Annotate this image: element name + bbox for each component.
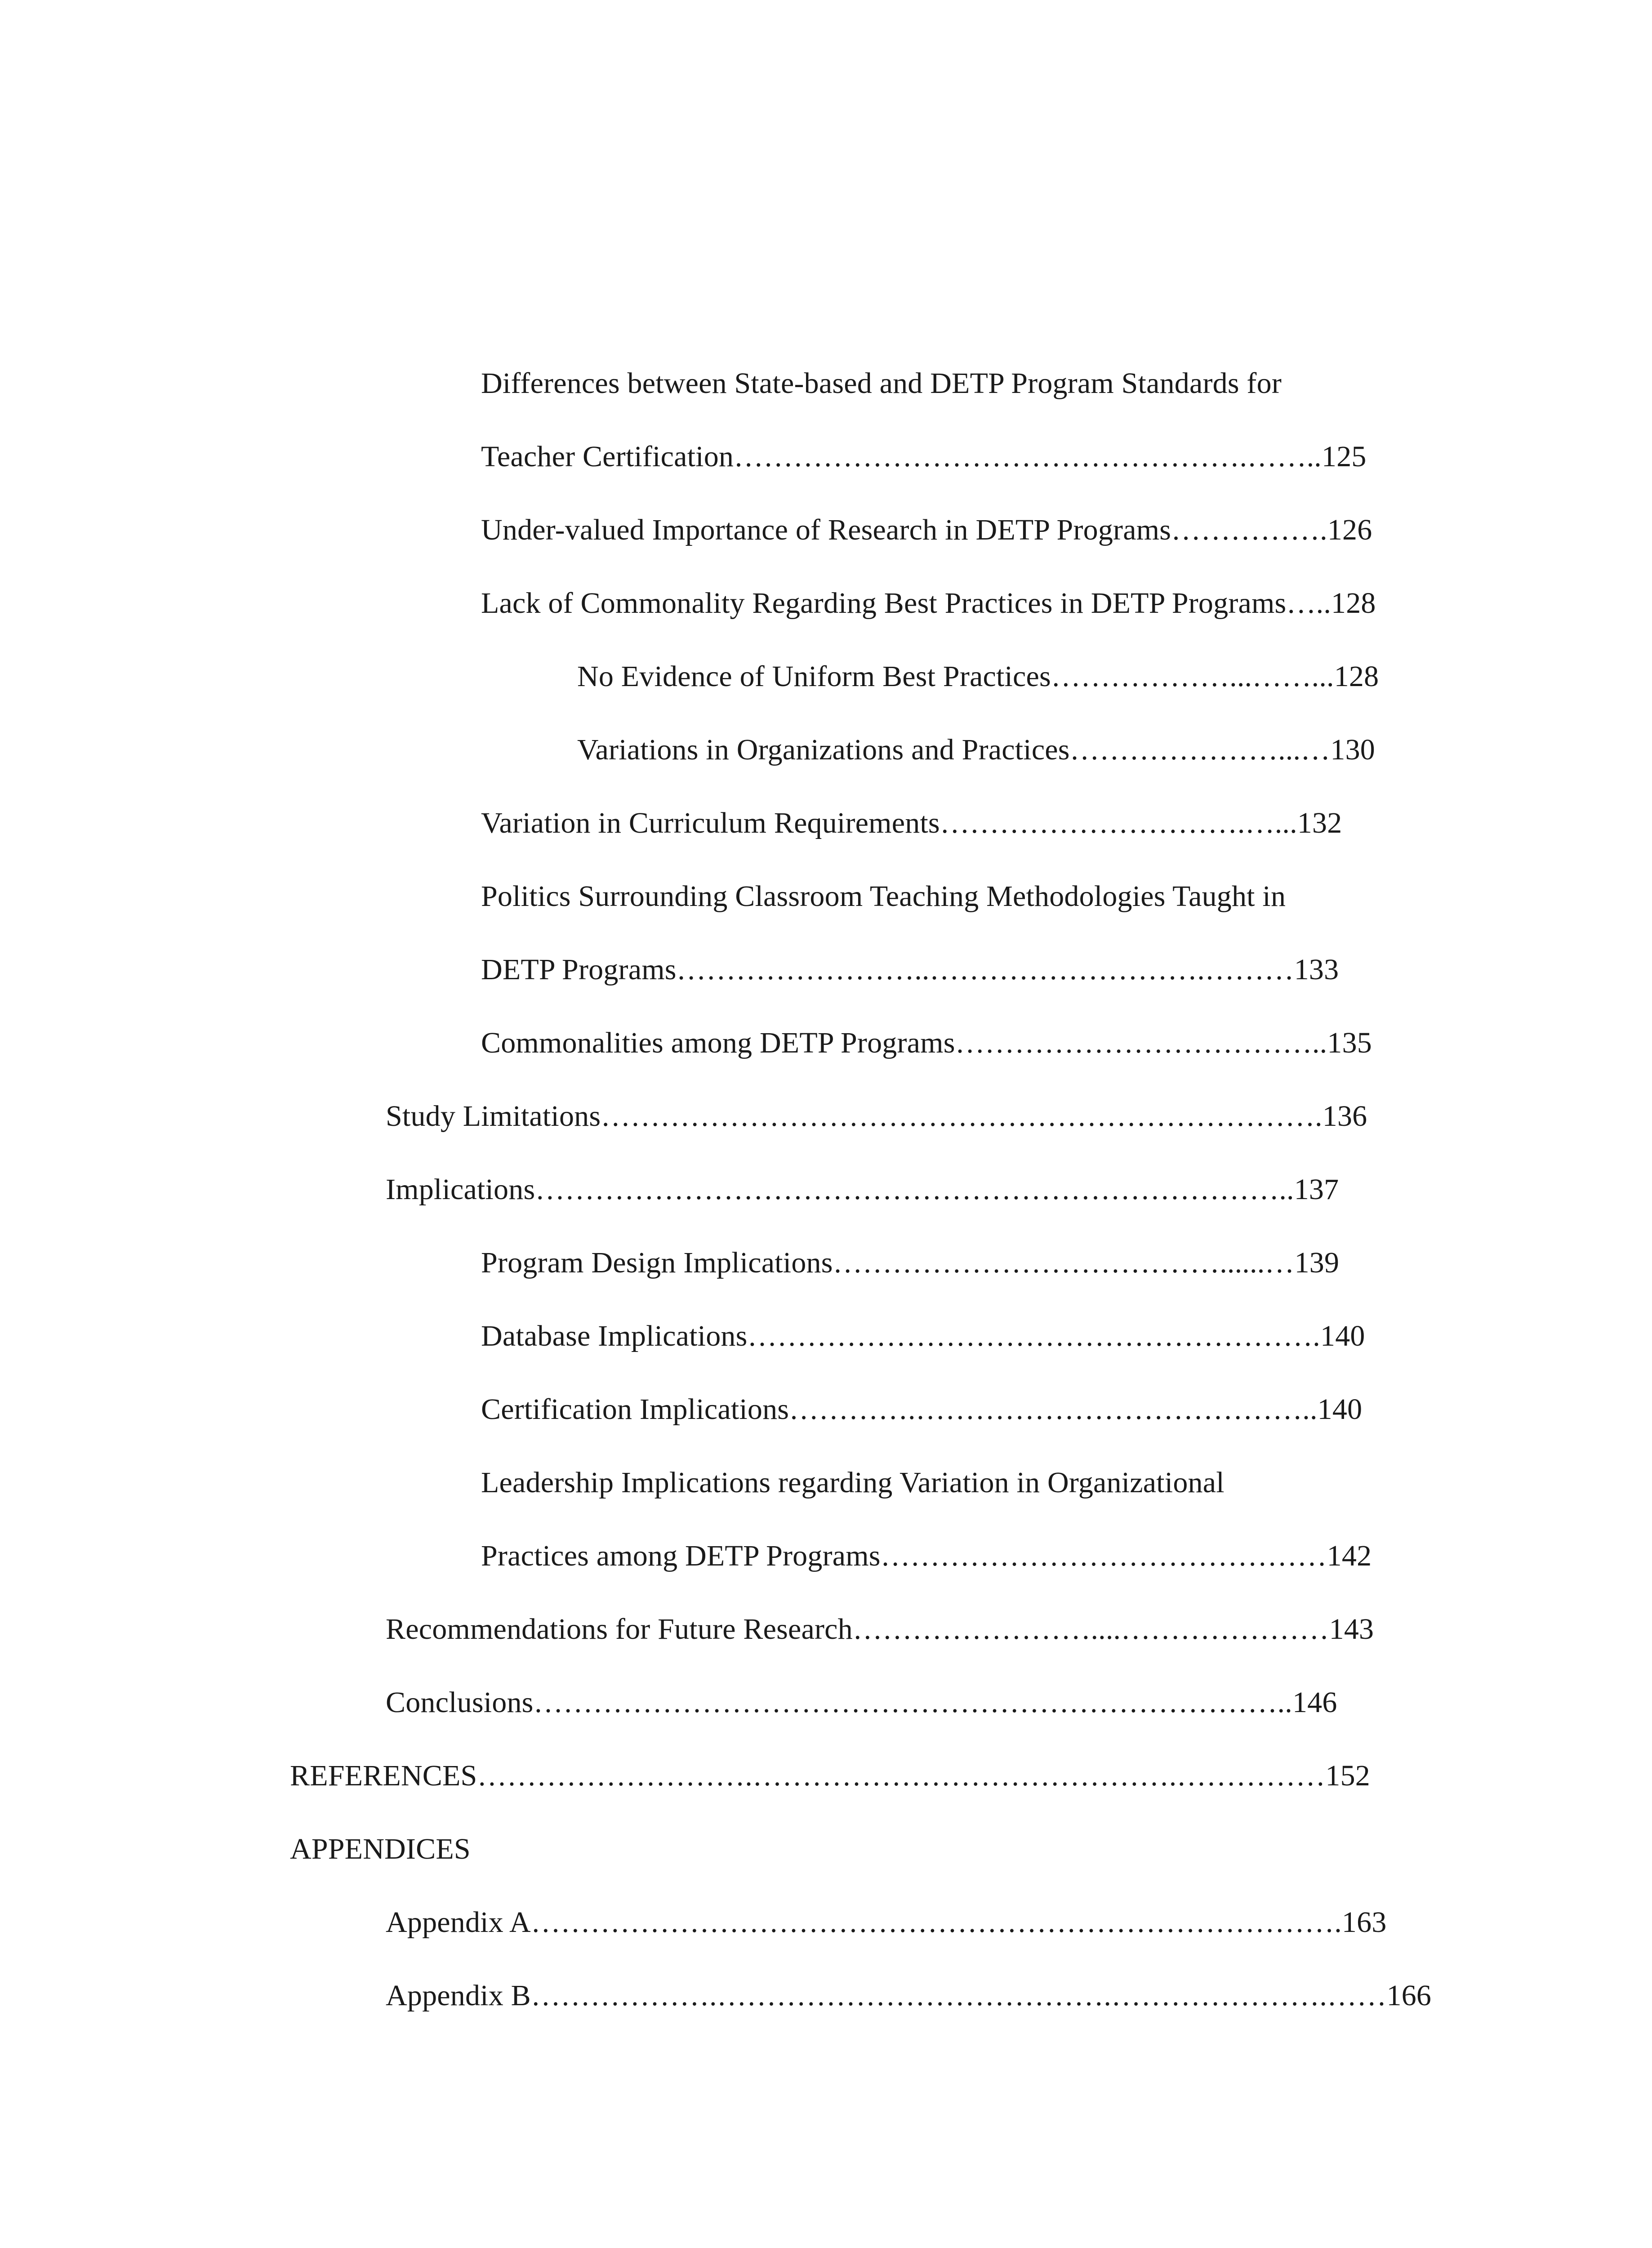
toc-entry: Implications…………………………………………………………………..137	[386, 1173, 1339, 1206]
toc-entry: Commonalities among DETP Programs………………………………..135	[481, 1026, 1372, 1059]
toc-entry: Conclusions…………………………………………………………………..146	[386, 1686, 1337, 1719]
toc-entry: Appendix A……………………………………………………………………….163	[386, 1906, 1387, 1939]
toc-entry: REFERENCES……………………….…………………………………….……………152	[290, 1759, 1371, 1792]
toc-entry: Practices among DETP Programs………………………………………142	[481, 1539, 1372, 1572]
toc-entry: Differences between State-based and DETP Program Standards for	[481, 367, 1282, 400]
toc-entry: Program Design Implications…………………………………......…139	[481, 1246, 1340, 1279]
toc-entry: Certification Implications………….…………………………………..140	[481, 1393, 1363, 1426]
toc-entry: Politics Surrounding Classroom Teaching Methodologies Taught in	[481, 880, 1286, 913]
toc-entry: Under-valued Importance of Research in DETP Programs…………….126	[481, 513, 1372, 546]
toc-entry: DETP Programs……………………..……………………….………133	[481, 953, 1339, 986]
toc-entry: Variation in Curriculum Requirements………………………….…...132	[481, 807, 1342, 839]
toc-entry: Lack of Commonality Regarding Best Practices in DETP Programs…..128	[481, 587, 1376, 620]
toc-entry: No Evidence of Uniform Best Practices………………...……...128	[577, 660, 1379, 693]
toc-entry: Study Limitations……………………………………………………………….136	[386, 1100, 1367, 1133]
toc-entry: Recommendations for Future Research……………………....…………………143	[386, 1613, 1374, 1646]
toc-entry: Leadership Implications regarding Variation in Organizational	[481, 1466, 1225, 1499]
toc-heading: APPENDICES	[290, 1833, 471, 1865]
toc-entry: Database Implications………………………………………………….140	[481, 1320, 1365, 1352]
toc-entry: Appendix B……………….………………………………….………………….……166	[386, 1979, 1432, 2012]
toc-entry: Variations in Organizations and Practices…………………...…130	[577, 733, 1375, 766]
toc-entry: Teacher Certification…………………………………………….……..125	[481, 440, 1367, 473]
